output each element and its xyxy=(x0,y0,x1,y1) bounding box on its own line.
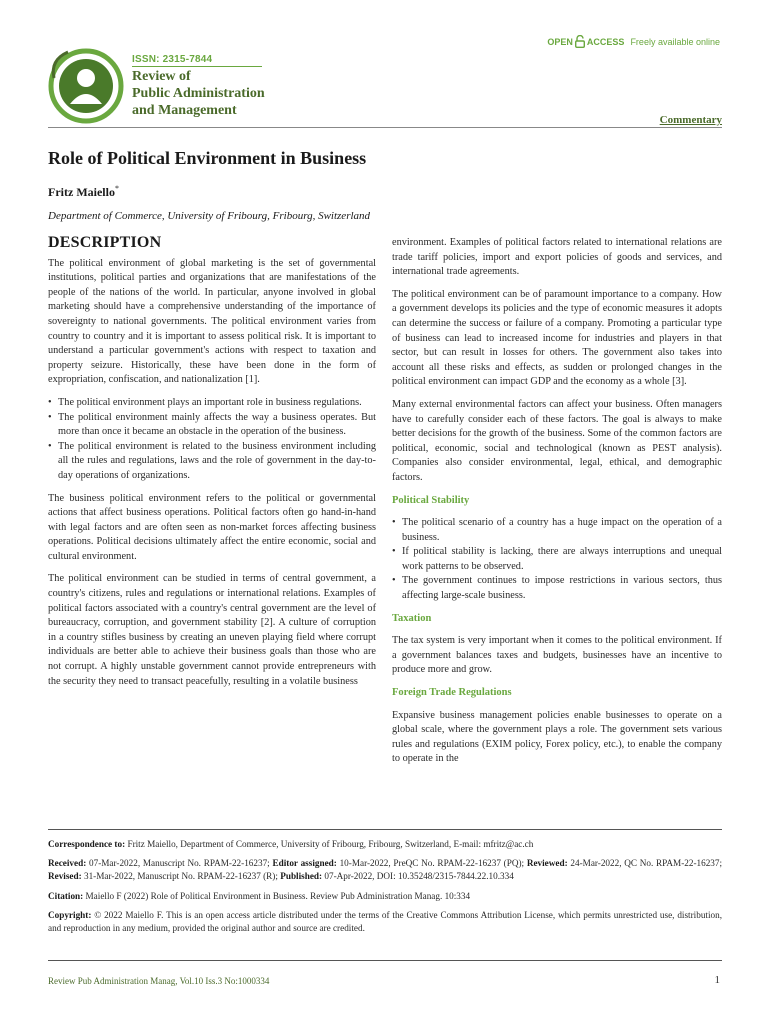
page-number: 1 xyxy=(714,974,720,986)
header-divider xyxy=(48,127,722,128)
copyright-note xyxy=(48,909,722,934)
access-label: ACCESS xyxy=(586,36,625,47)
received-label: Received: xyxy=(48,858,87,868)
list-item: • The political environment mainly affects the way a business operates. But more than once it became an obstacle in the operation of the business. xyxy=(48,411,376,440)
author-affiliation: Department of Commerce, University of Fribourg, Fribourg, Switzerland xyxy=(48,210,371,222)
footnote-divider xyxy=(48,829,722,830)
revised-label: Revised: xyxy=(48,870,82,881)
journal-name-line-1: Review of xyxy=(132,69,191,84)
paragraph: Many external environmental factors can affect your business. Often managers have to carefully consider each of these factors. The goal is always to make better decisions for the growth of the business. Some of the common factors are political, economic, social and technological (known as PEST analysis). Companies also consider environmental, legal, ethical, and demographic factors. xyxy=(392,398,722,483)
list-item: • The government continues to impose restrictions in various sectors, thus affecting large-scale business. xyxy=(392,574,722,603)
correspondence-text: Fritz Maiello, Department of Commerce, University of Fribourg, Fribourg, Switzerland, E-mail: mfritz@ac.ch xyxy=(127,839,534,849)
footer-divider xyxy=(48,960,722,961)
footer-journal-ref: Review Pub Administration Manag, Vol.10 Iss.3 No:1000334 xyxy=(48,976,270,986)
journal-name-line-2: Public Administration xyxy=(132,86,265,101)
list-item: • If political stability is lacking, there are always interruptions and unequal work patterns to be observed. xyxy=(392,545,722,574)
subheading-political-stability: Political Stability xyxy=(392,494,470,506)
article-title: Role of Political Environment in Business xyxy=(48,148,367,168)
journal-logo xyxy=(48,48,304,124)
copyright-label: Copyright: xyxy=(48,910,92,920)
citation-label: Citation: xyxy=(48,891,84,901)
published-text: 07-Apr-2022, DOI: 10.35248/2315-7844.22.10.334 xyxy=(324,870,514,881)
editor-text: 10-Mar-2022, PreQC No. RPAM-22-16237 (PQ); xyxy=(339,858,525,868)
paragraph: The tax system is very important when it comes to the political environment. If a government balances taxes and budgets, businesses have an incentive to produce more and grow. xyxy=(392,635,722,676)
paragraph: environment. Examples of political factors related to international relations are trade tariff policies, import and export policies of goods and services, and international trade agreements. xyxy=(392,237,722,278)
logo-emblem-icon xyxy=(48,48,124,124)
issn-divider xyxy=(132,66,262,67)
correspondence-label: Correspondence to: xyxy=(48,839,126,849)
freely-available-label: Freely available online xyxy=(630,36,720,47)
citation-note xyxy=(48,890,722,903)
citation-text: Maiello F (2022) Role of Political Environment in Business. Review Pub Administration Manag. 10:334 xyxy=(85,891,471,901)
list-item: • The political environment is related to the business environment including all the rules and regulations, laws and the role of government in the day-to-day operations of organizations. xyxy=(48,440,376,484)
received-text: 07-Mar-2022, Manuscript No. RPAM-22-16237; xyxy=(89,858,270,868)
paragraph: The business political environment refers to the political or governmental actions that affect business operations. Political factors often go hand-in-hand with legal factors and are often seen as non-market forces affecting business operations. Political decisions ultimately affect the entire economic, social and cultural environment. xyxy=(48,492,376,562)
subheading-taxation: Taxation xyxy=(392,612,432,624)
editor-label: Editor assigned: xyxy=(272,858,337,868)
copyright-text: © 2022 Maiello F. This is an open access article distributed under the terms of the Creative Commons Attribution License, which permits unrestricted use, distribution, and reproduction in any medium, provided the original author and source are credited. xyxy=(48,910,722,933)
issn-label: ISSN: 2315-7844 xyxy=(132,54,213,65)
open-access-badge xyxy=(547,35,720,48)
published-label: Published: xyxy=(280,870,323,881)
author-mark: * xyxy=(114,184,119,193)
open-label: OPEN xyxy=(547,36,573,47)
correspondence-note xyxy=(48,838,722,851)
description-heading: DESCRIPTION xyxy=(48,234,162,251)
list-item: • The political environment plays an important role in business regulations. xyxy=(48,396,376,411)
list-item: • The political scenario of a country has a huge impact on the operation of a business. xyxy=(392,516,722,545)
left-column xyxy=(48,236,376,697)
author-text: Fritz Maiello xyxy=(48,185,115,199)
journal-name-line-3: and Management xyxy=(132,103,237,118)
dates-note xyxy=(48,857,722,882)
open-lock-icon xyxy=(575,35,585,48)
paragraph: The political environment can be studied in terms of central government, a country's citizens, rules and regulations or international relations. Examples of political factors associated with a country's central government are the level of bureaucracy, corruption, and government stability [2]. A culture of corruption in a country stifles business by creating an uneven playing field where corrupt individuals are better able to achieve their business goals than those who are not corrupt. A highly unstable government cannot provide entrepreneurs with the security they need to transact peacefully, resulting in a volatile business xyxy=(48,573,376,687)
subheading-foreign-trade: Foreign Trade Regulations xyxy=(392,687,512,699)
paragraph: The political environment of global marketing is the set of governmental institutions, political parties and organizations that are manifestations of the people of the nations of the world. In particular, anyone involved in global marketing should have a comprehensive understanding of the importance of sovereignty to national governments. The political environment varies from country to country and it is important to assess political risk. It is important to understand a particular government's actions with respect to taxation and property seizure. Historically, these have been done in the form of expropriation, confiscation, and nationalization [1]. xyxy=(48,257,376,386)
bullet-list xyxy=(392,516,722,604)
article-type: Commentary xyxy=(659,114,722,126)
journal-name xyxy=(132,68,265,119)
paragraph: The political environment can be of paramount importance to a company. How a government develops its policies and the type of economic measures it adopts can determine the success or failure of a company. Promoting a particular type of business can lead to increased income for industries and players in that sector, but can result in losses for others. The government also takes into account all these risks and effects, as sudden or prolonged changes in the political environment can impact GDP and the economy as a whole [3]. xyxy=(392,288,722,388)
bullet-list xyxy=(48,396,376,484)
revised-text: 31-Mar-2022, Manuscript No. RPAM-22-16237 (R); xyxy=(83,870,278,881)
right-column xyxy=(392,236,722,775)
paragraph: Expansive business management policies enable businesses to operate on a global scale, where the government plays a role. The government sets various rules and regulations (EXIM policy, Forex policy, etc.), to enable the company to operate in the xyxy=(392,709,722,765)
reviewed-text: 24-Mar-2022, QC No. RPAM-22-16237; xyxy=(570,858,723,868)
author-name xyxy=(48,184,119,200)
reviewed-label: Reviewed: xyxy=(526,858,568,868)
